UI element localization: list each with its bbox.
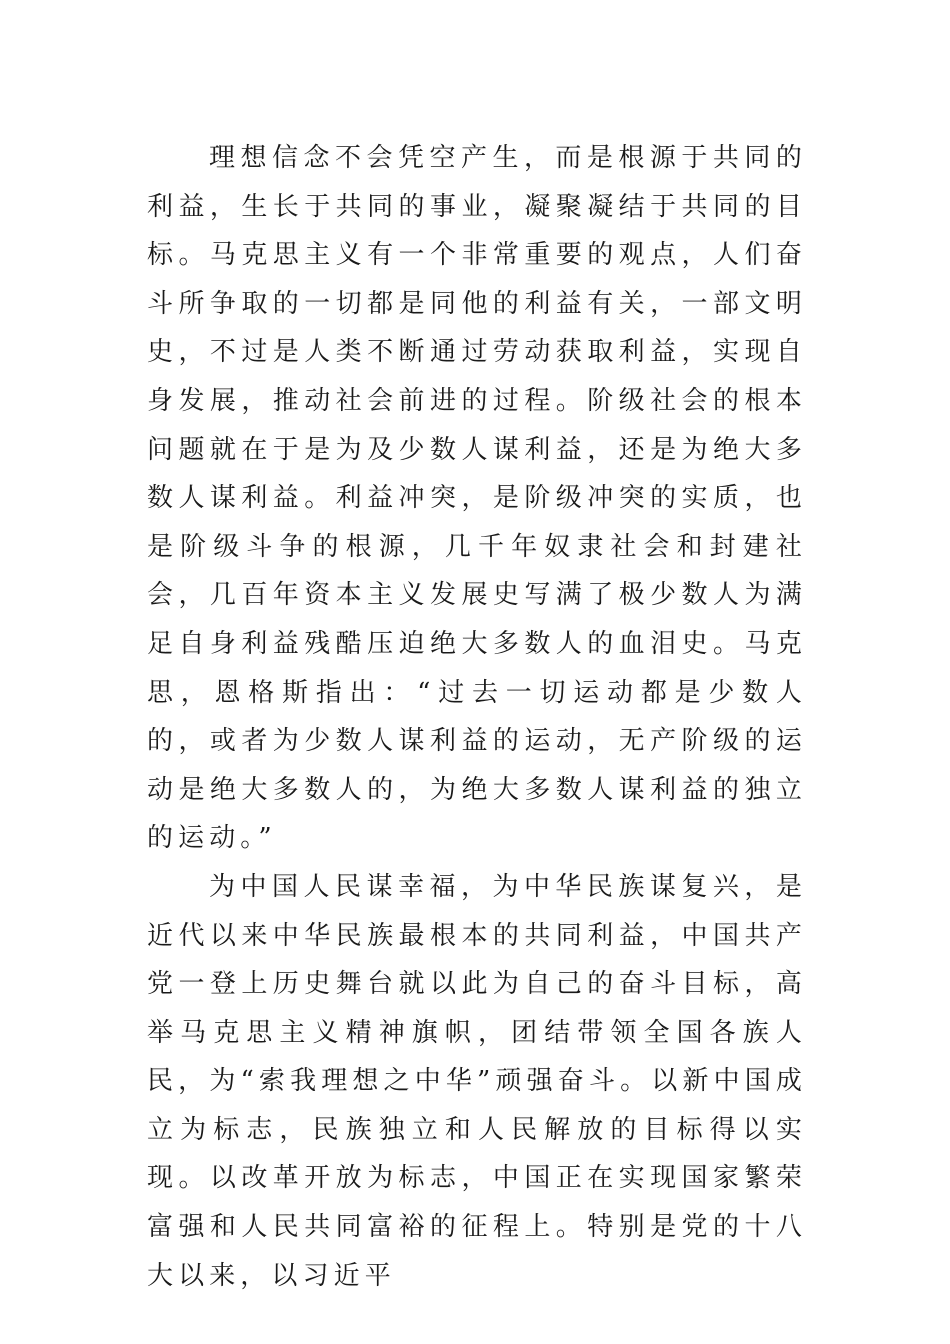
document-body	[147, 134, 807, 1300]
paragraph-2: 为中国人民谋幸福，为中华民族谋复兴，是近代以来中华民族最根本的共同利益，中国共产党一登上历史舞台就以此为自己的奋斗目标，高举马克思主义精神旗帜，团结带领全国各族人民，为“索我理想之中华”顽强奋斗。以新中国成立为标志，民族独立和人民解放的目标得以实现。以改革开放为标志，中国正在实现国家繁荣富强和人民共同富裕的征程上。特别是党的十八大以来，以习近平	[147, 871, 807, 1291]
paragraph-1: 理想信念不会凭空产生，而是根源于共同的利益，生长于共同的事业，凝聚凝结于共同的目标。马克思主义有一个非常重要的观点，人们奋斗所争取的一切都是同他的利益有关，一部文明史，不过是人类不断通过劳动获取利益，实现自身发展，推动社会前进的过程。阶级社会的根本问题就在于是为及少数人谋利益，还是为绝大多数人谋利益。利益冲突，是阶级冲突的实质，也是阶级斗争的根源，几千年奴隶社会和封建社会，几百年资本主义发展史写满了极少数人为满足自身利益残酷压迫绝大多数人的血泪史。马克思，恩格斯指出：“过去一切运动都是少数人的，或者为少数人谋利益的运动，无产阶级的运动是绝大多数人的，为绝大多数人谋利益的独立的运动。”	[147, 143, 807, 854]
